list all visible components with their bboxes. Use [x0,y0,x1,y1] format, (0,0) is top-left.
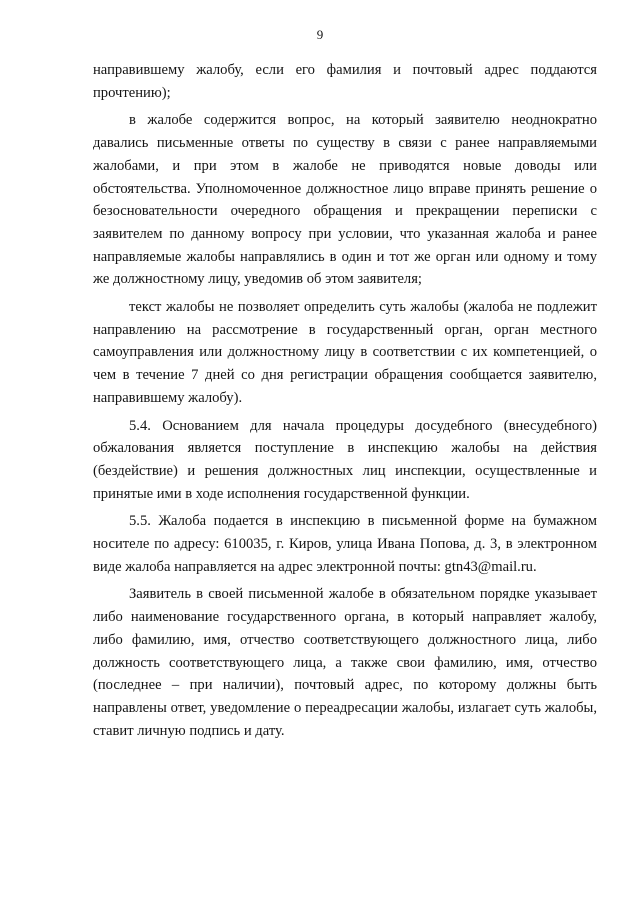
paragraph-continuation: направившему жалобу, если его фамилия и почтовый адрес поддаются прочтению); [93,62,597,101]
paragraph-unclear-text: текст жалобы не позволяет определить суть жалобы (жалоба не подлежит направлению на рассмотрение в государственный орган, орган местного самоуправления или должностному лицу в соответствии с их компетенцией, о чем в течение 7 дней со дня регистрации обращения сообщается заявителю, направившему жалобу). [93,299,597,406]
document-body [93,59,597,747]
paragraph-section-5-5: 5.5. Жалоба подается в инспекцию в письменной форме на бумажном носителе по адресу: 610035, г. Киров, улица Ивана Попова, д. 3, в электронном виде жалоба направляется на адрес электронной почты: gtn43@mail.ru. [93,513,597,575]
paragraph-complaint-contents: Заявитель в своей письменной жалобе в обязательном порядке указывает либо наименование государственного органа, в который направляет жалобу, либо фамилию, имя, отчество соответствующего должностного лица, либо должность соответствующего лица, а также свои фамилию, имя, отчество (последнее – при наличии), почтовый адрес, по которому должны быть направлены ответ, уведомление о переадресации жалобы, излагает суть жалобы, ставит личную подпись и дату. [93,586,597,739]
paragraph-section-5-4: 5.4. Основанием для начала процедуры досудебного (внесудебного) обжалования является поступление в инспекцию жалобы на действия (бездействие) и решения должностных лиц инспекции, осуществленные и принятые ими в ходе исполнения государственной функции. [93,417,597,502]
paragraph-repeated-question: в жалобе содержится вопрос, на который заявителю неоднократно давались письменные ответы по существу в связи с ранее направляемыми жалобами, и при этом в жалобе не приводятся новые доводы или обстоятельства. Уполномоченное должностное лицо вправе принять решение о безосновательности очередного обращения и прекращении переписки с заявителем по данному вопросу при условии, что указанная жалоба и ранее направляемые жалобы направлялись в один и тот же орган или одному и тому же должностному лицу, уведомив об этом заявителя; [93,112,597,288]
page-number: 9 [316,27,324,42]
